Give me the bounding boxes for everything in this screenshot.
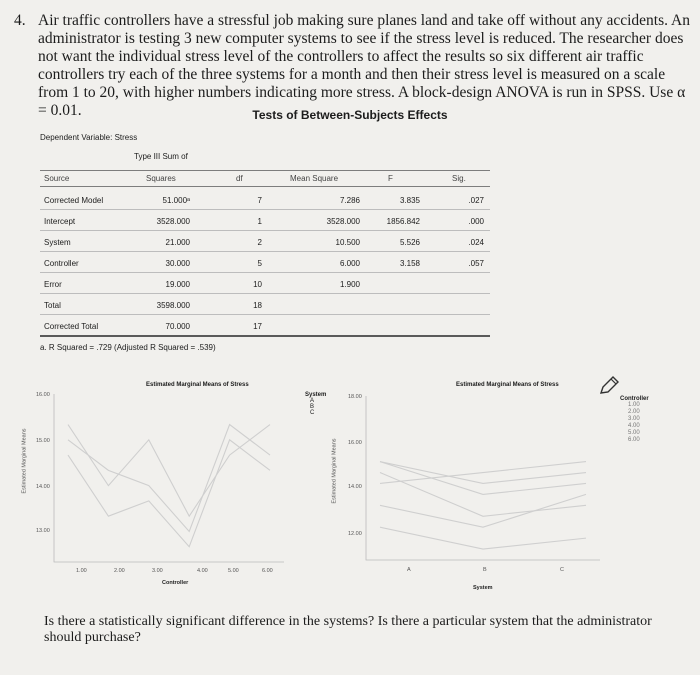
plot1-ytick-1: 15.00 bbox=[36, 438, 50, 444]
plot2-legend bbox=[620, 396, 649, 444]
plot1-ytick-2: 14.00 bbox=[36, 484, 50, 490]
row-divider bbox=[40, 272, 490, 273]
plot1-series-line-1 bbox=[68, 440, 270, 547]
table-row bbox=[40, 274, 490, 295]
plot-by-system bbox=[330, 378, 700, 598]
cell-ss: 21.000 bbox=[165, 238, 190, 247]
table-bottom-rule bbox=[40, 335, 490, 337]
cell-sig: .000 bbox=[468, 217, 484, 226]
plot1-title: Estimated Marginal Means of Stress bbox=[146, 382, 249, 388]
col-header-f: F bbox=[388, 174, 393, 183]
plot1-xtick-2: 3.00 bbox=[152, 568, 163, 574]
plot1-ytick-0: 16.00 bbox=[36, 392, 50, 398]
table-title: Tests of Between-Subjects Effects bbox=[252, 108, 448, 122]
dependent-variable-label: Dependent Variable: Stress bbox=[40, 133, 138, 142]
plot2-xtick-1: B bbox=[483, 567, 487, 573]
header-ss-line1: Type III Sum of bbox=[134, 152, 188, 161]
cell-ms: 10.500 bbox=[335, 238, 360, 247]
plot2-svg bbox=[330, 378, 630, 598]
row-divider bbox=[40, 293, 490, 294]
col-header-ss: Squares bbox=[146, 174, 176, 183]
cell-f: 3.158 bbox=[399, 259, 420, 268]
plot-by-controller bbox=[22, 378, 322, 590]
cell-ms: 6.000 bbox=[339, 259, 360, 268]
plot1-ytick-3: 13.00 bbox=[36, 528, 50, 534]
plot2-ytick-0: 18.00 bbox=[348, 394, 362, 400]
plot2-ylabel: Estimated Marginal Means bbox=[331, 438, 338, 504]
question-number: 4. bbox=[14, 12, 26, 29]
cell-source: Corrected Total bbox=[44, 322, 99, 331]
plot2-xlabel: System bbox=[473, 585, 493, 591]
plot1-xtick-5: 6.00 bbox=[262, 568, 273, 574]
cell-ss: 3598.000 bbox=[156, 301, 190, 310]
col-header-source: Source bbox=[44, 174, 70, 183]
table-top-rule bbox=[40, 170, 490, 171]
cell-df: 18 bbox=[253, 301, 262, 310]
plot1-xlabel: Controller bbox=[162, 580, 189, 586]
table-footnote: a. R Squared = .729 (Adjusted R Squared = .539) bbox=[40, 343, 216, 352]
plot2-xtick-2: C bbox=[560, 567, 564, 573]
col-header-ms: Mean Square bbox=[290, 174, 339, 183]
plot2-series-line-5 bbox=[380, 462, 586, 495]
cell-df: 5 bbox=[257, 259, 262, 268]
cell-ms: 3528.000 bbox=[326, 217, 360, 226]
col-header-df: df bbox=[236, 174, 243, 183]
plot2-legend-4: 4.00 bbox=[628, 423, 640, 429]
cell-ss: 51.000ᵃ bbox=[162, 196, 190, 205]
question-text: Air traffic controllers have a stressful job making sure planes land and take off without any accidents. An administrator is testing 3 new computer systems to see if the stress level is reduced. The researcher does not want the individual stress level of the controllers to affect the results so six different air traffic controllers try each of the three systems for a month and then their stress level is measured on a scale from 1 to 20, with higher numbers indicating more stress. A block-design ANOVA is run in SPSS. Use α = 0.01. bbox=[38, 12, 690, 119]
cell-source: Controller bbox=[44, 259, 79, 268]
cell-sig: .024 bbox=[468, 238, 484, 247]
cell-sig: .027 bbox=[468, 196, 484, 205]
cell-ss: 19.000 bbox=[165, 280, 190, 289]
header-rule bbox=[40, 186, 490, 187]
table-row bbox=[40, 295, 490, 316]
cell-ss: 3528.000 bbox=[156, 217, 190, 226]
cell-df: 2 bbox=[257, 238, 262, 247]
cell-df: 17 bbox=[253, 322, 262, 331]
plot1-series-line-0 bbox=[68, 425, 270, 517]
plot2-axes bbox=[366, 396, 600, 560]
plot1-xtick-0: 1.00 bbox=[76, 568, 87, 574]
plot1-legend-c: C bbox=[310, 410, 315, 416]
cell-source: Error bbox=[44, 280, 62, 289]
followup-question: Is there a statistically significant difference in the systems? Is there a particular system that the administrator should purchase? bbox=[44, 614, 652, 645]
cell-df: 1 bbox=[257, 217, 262, 226]
cell-ms: 7.286 bbox=[339, 196, 360, 205]
table-row bbox=[40, 232, 490, 253]
table-row bbox=[40, 211, 490, 232]
plot2-series-line-4 bbox=[380, 462, 586, 484]
plot2-xtick-0: A bbox=[407, 567, 411, 573]
pencil-icon[interactable] bbox=[598, 375, 620, 397]
cell-ss: 70.000 bbox=[165, 322, 190, 331]
cell-source: Intercept bbox=[44, 217, 76, 226]
plot2-series-line-1 bbox=[380, 494, 586, 527]
plot2-legend-6: 6.00 bbox=[628, 437, 640, 443]
row-divider bbox=[40, 209, 490, 210]
table-row bbox=[40, 253, 490, 274]
plot1-xtick-3: 4.00 bbox=[197, 568, 208, 574]
plot2-legend-2: 2.00 bbox=[628, 409, 640, 415]
cell-ss: 30.000 bbox=[165, 259, 190, 268]
plot1-svg bbox=[22, 378, 322, 590]
plot1-legend bbox=[305, 392, 326, 416]
plot2-ytick-1: 16.00 bbox=[348, 440, 362, 446]
plot2-title: Estimated Marginal Means of Stress bbox=[456, 382, 559, 388]
cell-source: Total bbox=[44, 301, 61, 310]
cell-source: Corrected Model bbox=[44, 196, 104, 205]
cell-source: System bbox=[44, 238, 71, 247]
cell-f: 3.835 bbox=[399, 196, 420, 205]
table-row bbox=[40, 316, 490, 337]
plot1-legend-a: A bbox=[310, 398, 315, 404]
plot1-xtick-4: 5.00 bbox=[228, 568, 239, 574]
cell-ms: 1.900 bbox=[339, 280, 360, 289]
row-divider bbox=[40, 314, 490, 315]
plot2-series-line-3 bbox=[380, 527, 586, 549]
plot2-legend-5: 5.00 bbox=[628, 430, 640, 436]
plot1-ylabel: Estimated Marginal Means bbox=[21, 428, 28, 494]
plot1-xtick-1: 2.00 bbox=[114, 568, 125, 574]
plot2-ytick-3: 12.00 bbox=[348, 531, 362, 537]
cell-df: 7 bbox=[257, 196, 262, 205]
plot1-legend-title: System bbox=[305, 392, 327, 398]
col-header-sig: Sig. bbox=[452, 174, 466, 183]
plot2-legend-title: Controller bbox=[620, 396, 649, 402]
cell-sig: .057 bbox=[468, 259, 484, 268]
plot2-ytick-2: 14.00 bbox=[348, 484, 362, 490]
plot1-legend-b: B bbox=[310, 404, 315, 410]
plot2-legend-1: 1.00 bbox=[628, 402, 640, 408]
cell-f: 1856.842 bbox=[386, 217, 420, 226]
row-divider bbox=[40, 251, 490, 252]
row-divider bbox=[40, 230, 490, 231]
table-row bbox=[40, 190, 490, 211]
cell-df: 10 bbox=[253, 280, 262, 289]
plot2-legend-3: 3.00 bbox=[628, 416, 640, 422]
cell-f: 5.526 bbox=[399, 238, 420, 247]
